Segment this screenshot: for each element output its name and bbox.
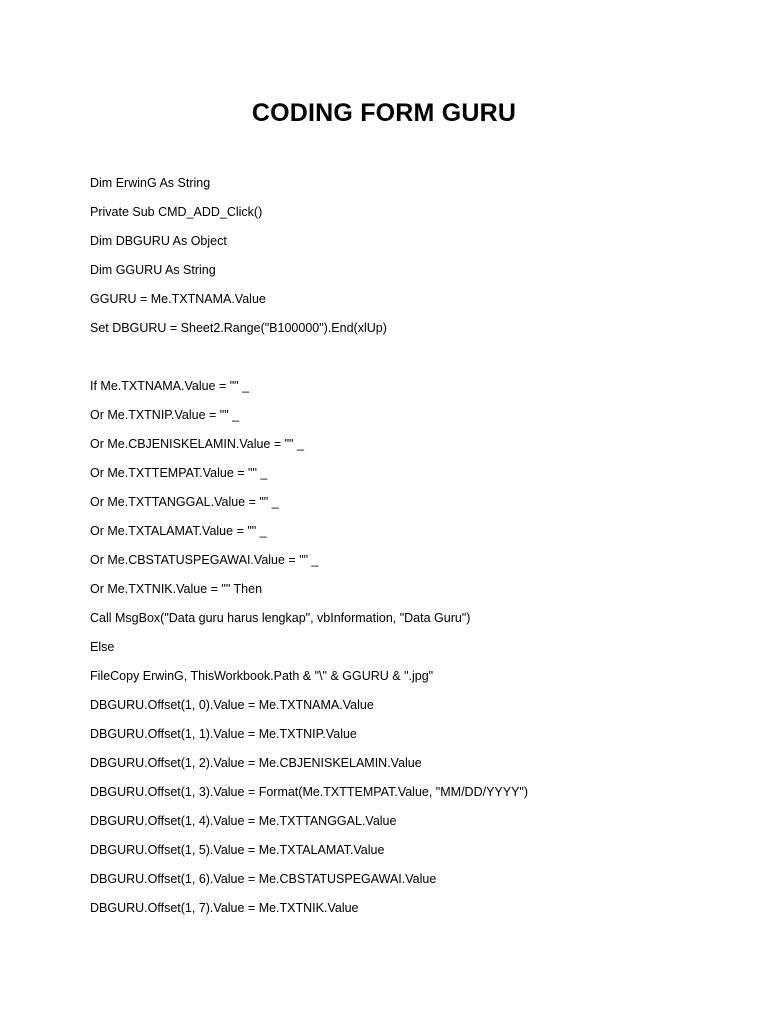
code-line: Or Me.TXTALAMAT.Value = "" _	[90, 524, 267, 538]
code-line: DBGURU.Offset(1, 5).Value = Me.TXTALAMAT.Value	[90, 843, 385, 857]
document-title: CODING FORM GURU	[251, 99, 517, 127]
code-line: Or Me.CBSTATUSPEGAWAI.Value = "" _	[90, 553, 319, 567]
code-line: Dim DBGURU As Object	[90, 234, 227, 248]
code-line: DBGURU.Offset(1, 0).Value = Me.TXTNAMA.Value	[90, 698, 374, 712]
code-line: Set DBGURU = Sheet2.Range("B100000").End(xlUp)	[90, 321, 387, 335]
code-line: DBGURU.Offset(1, 6).Value = Me.CBSTATUSPEGAWAI.Value	[90, 872, 437, 886]
code-line: DBGURU.Offset(1, 3).Value = Format(Me.TXTTEMPAT.Value, "MM/DD/YYYY")	[90, 785, 529, 799]
code-line: Else	[90, 640, 115, 654]
code-line: FileCopy ErwinG, ThisWorkbook.Path & "\" & GGURU & ".jpg"	[90, 669, 434, 683]
code-line: Or Me.CBJENISKELAMIN.Value = "" _	[90, 437, 304, 451]
code-line: Dim ErwinG As String	[90, 176, 211, 190]
code-line: DBGURU.Offset(1, 2).Value = Me.CBJENISKELAMIN.Value	[90, 756, 422, 770]
code-line: DBGURU.Offset(1, 7).Value = Me.TXTNIK.Value	[90, 901, 359, 915]
code-line: DBGURU.Offset(1, 1).Value = Me.TXTNIP.Value	[90, 727, 357, 741]
code-line: If Me.TXTNAMA.Value = "" _	[90, 379, 250, 393]
code-line: Dim GGURU As String	[90, 263, 216, 277]
code-line: Or Me.TXTNIP.Value = "" _	[90, 408, 240, 422]
code-line: DBGURU.Offset(1, 4).Value = Me.TXTTANGGAL.Value	[90, 814, 397, 828]
code-line: Or Me.TXTTANGGAL.Value = "" _	[90, 495, 279, 509]
code-line: Or Me.TXTNIK.Value = "" Then	[90, 582, 263, 596]
code-line: GGURU = Me.TXTNAMA.Value	[90, 292, 266, 306]
code-line: Call MsgBox("Data guru harus lengkap", vbInformation, "Data Guru")	[90, 611, 471, 625]
code-line: Private Sub CMD_ADD_Click()	[90, 205, 263, 219]
code-line: Or Me.TXTTEMPAT.Value = "" _	[90, 466, 268, 480]
code-line-blank	[90, 348, 730, 377]
code-listing	[90, 174, 730, 928]
